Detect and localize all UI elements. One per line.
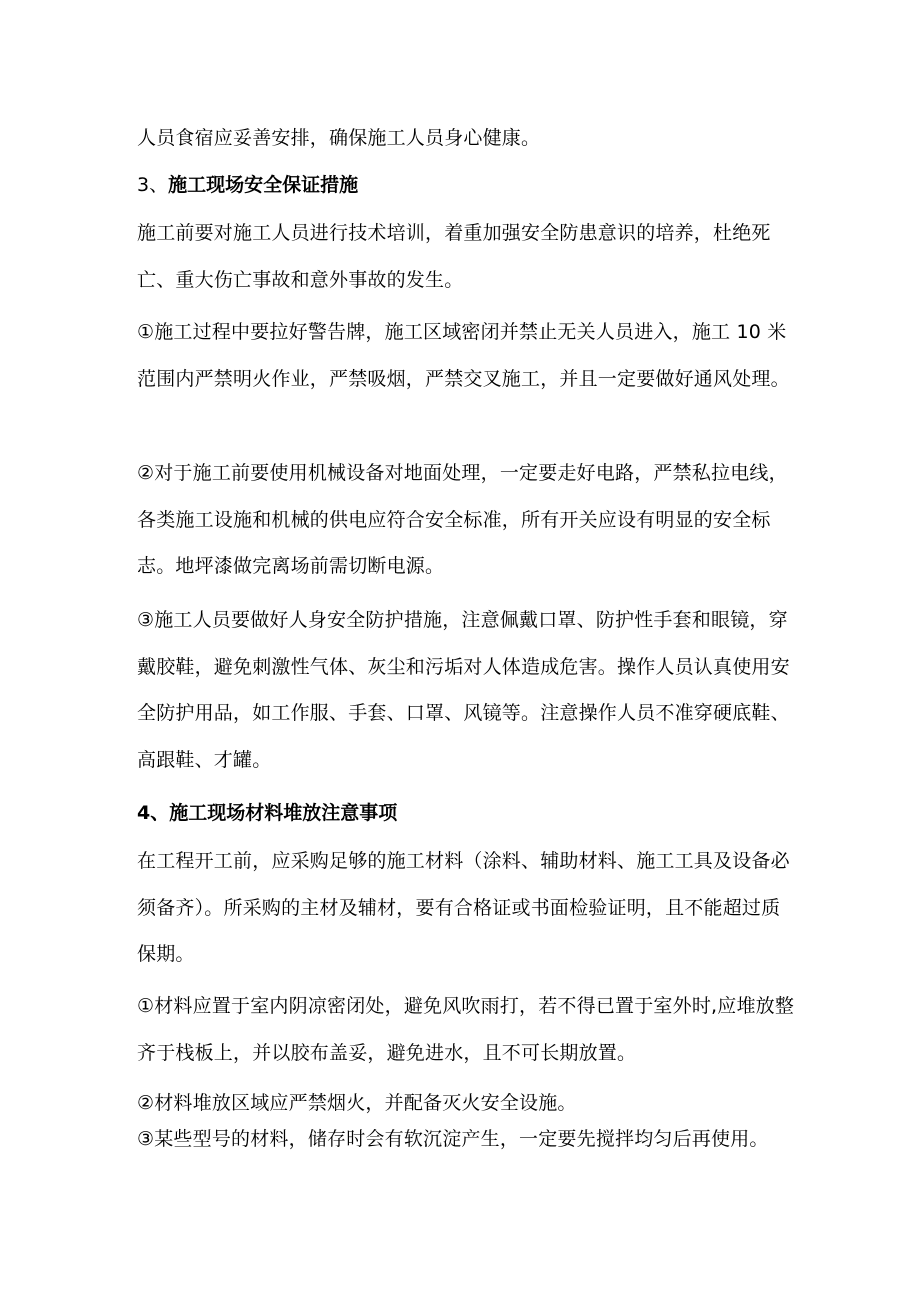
section-title-3: 施工现场安全保证措施	[168, 174, 359, 196]
paragraph-personal-protection: ③施工人员要做好人身安全防护措施，注意佩戴口罩、防护性手套和眼镜，穿戴胶鞋，避免刺激性气体、灰尘和污垢对人体造成危害。操作人员认真使用安全防护用品，如工作服、手套、口罩、风镜等。注意操作人员不准穿硬底鞋、高跟鞋、才罐。	[137, 609, 790, 771]
section-title-4: 施工现场材料堆放注意事项	[169, 802, 398, 824]
paragraph-meals-lodging: 人员食宿应妥善安排，确保施工人员身心健康。	[137, 127, 541, 149]
section-number-3: 3、	[137, 174, 169, 196]
paragraph-electrical-safety: ②对于施工前要使用机械设备对地面处理，一定要走好电路，严禁私拉电线，各类施工设施和机械的供电应符合安全标准，所有开关应设有明显的安全标志。地坪漆做完离场前需切断电源。	[137, 462, 788, 577]
paragraph-fire-prohibition: ②材料堆放区域应严禁烟火，并配备灭火安全设施。	[137, 1092, 577, 1114]
paragraph-stir-before-use: ③某些型号的材料，储存时会有软沉淀产生，一定要先搅拌均匀后再使用。	[137, 1128, 769, 1150]
section-heading-4	[137, 790, 797, 837]
section-number-4: 4、	[137, 802, 170, 824]
section-heading-3	[137, 162, 797, 209]
paragraph-material-procurement: 在工程开工前，应采购足够的施工材料（涂料、辅助材料、施工工具及设备必须备齐）。所采购的主材及辅材，要有合格证或书面检验证明，且不能超过质保期。	[137, 850, 790, 965]
paragraph-warning-signs: ①施工过程中要拉好警告牌，施工区域密闭并禁止无关人员进入，施工 10 米范围内严禁明火作业，严禁吸烟，严禁交叉施工，并且一定要做好通风处理。	[137, 321, 790, 390]
paragraph-material-storage: ①材料应置于室内阴凉密闭处，避免风吹雨打，若不得已置于室外时,应堆放整齐于栈板上，并以胶布盖妥，避免进水，且不可长期放置。	[137, 995, 795, 1064]
paragraph-technical-training: 施工前要对施工人员进行技术培训，着重加强安全防患意识的培养，杜绝死亡、重大伤亡事故和意外事故的发生。	[137, 222, 771, 291]
